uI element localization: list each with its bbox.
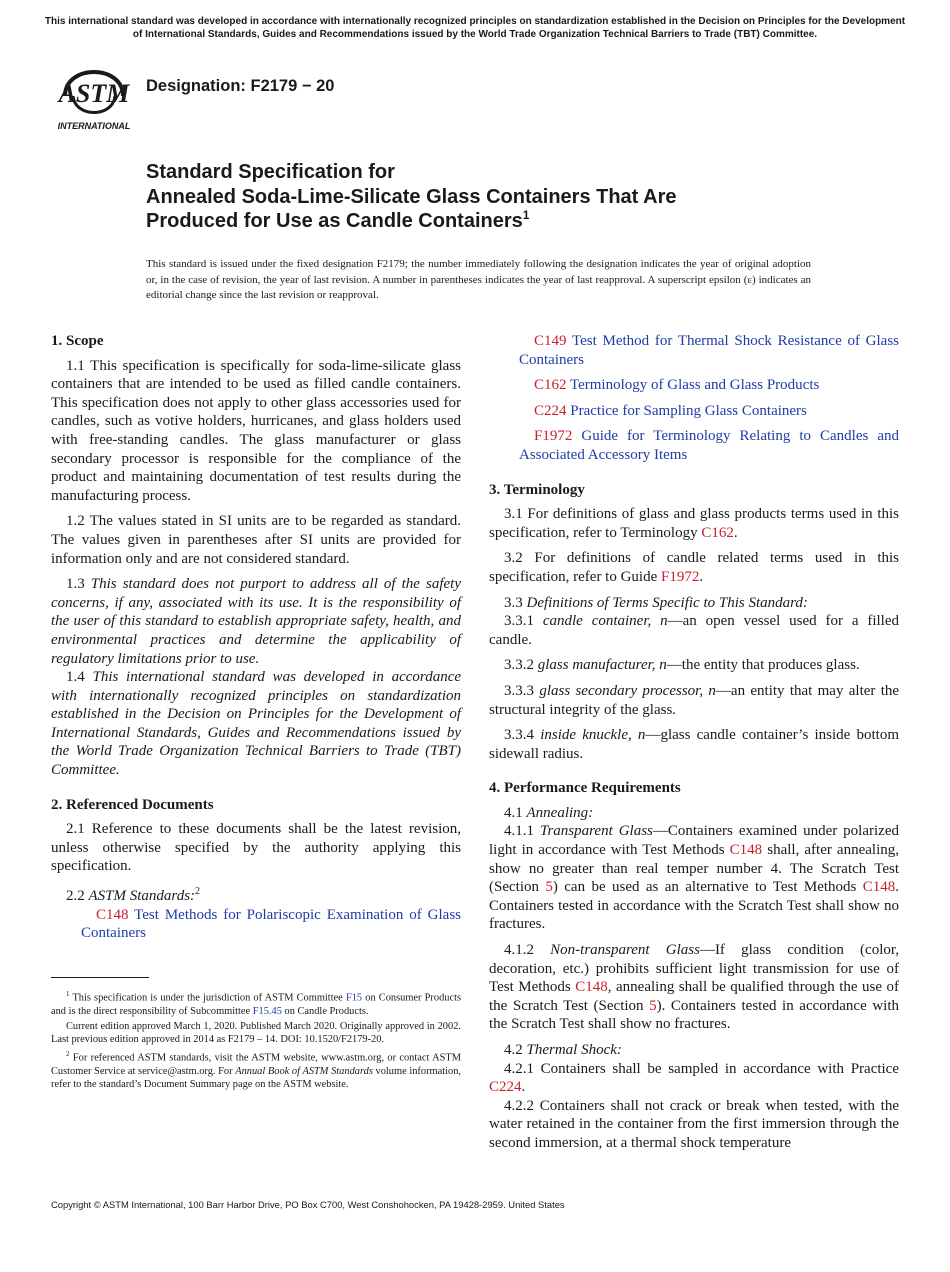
section-referenced-heading: 2. Referenced Documents: [51, 796, 214, 813]
scope-1-2: 1.2 The values stated in SI units are to be regarded as standard. The values given in parentheses after SI units are provided for information only and are not considered standard.: [51, 513, 461, 567]
footnotes: [51, 988, 461, 1093]
title-line-3: Produced for Use as Candle Containers: [146, 210, 523, 232]
definition-3-3-1: 3.3.1 candle container, n—an open vessel used for a filled candle.: [489, 613, 900, 648]
performance-4-2-1: 4.2.1 Containers shall be sampled in accordance with Practice C224.: [489, 1060, 899, 1096]
performance-4-1: 4.1 Annealing:: [504, 804, 594, 821]
definition-3-3-3: 3.3.3 glass secondary processor, n—an entity that may alter the structural integrity of the glass.: [489, 682, 900, 718]
footnote-edition: Current edition approved March 1, 2020. Published March 2020. Originally approved in 2002. Last previous edition approved in 2014 as F2179 – 14. DOI: 10.1520/F2179-20.: [51, 1020, 461, 1046]
title-footnote-mark[interactable]: 1: [522, 208, 530, 222]
scope-1-1: 1.1 This specification is specifically for soda-lime-silicate glass containers that are intended to be used as filled candle containers. This specification does not apply to other glass accessories used for candles, such as votive holders, hurricanes, and glass holders used with free-standing candles. The glass manufacturer or glass secondary processor is responsible for the compliance of the product and maintaining documentation of test results during the manufacturing process.: [51, 357, 461, 504]
referenced-2-2: 2.2 ASTM Standards:$^2$: [66, 886, 201, 905]
standards-notice: This international standard was developed in accordance with internationally recognized principles on standardization established in the Decision on Principles for the Development of International Standards, Guides and Recommendations issued by the World Trade Organization Technical Barriers to Trade (TBT) Committee.: [44, 16, 906, 40]
designation: Designation: F2179 − 20: [146, 77, 335, 95]
definition-3-3-4: 3.3.4 inside knuckle, n—glass candle container’s inside bottom sidewall radius.: [489, 727, 899, 762]
reference-c149[interactable]: C149 Test Method for Thermal Shock Resistance of Glass Containers: [519, 333, 899, 368]
performance-4-2: 4.2 Thermal Shock:: [504, 1042, 622, 1058]
copyright: Copyright © ASTM International, 100 Barr Harbor Drive, PO Box C700, West Conshohocken, PA 19428-2959. United States: [51, 1199, 565, 1210]
reference-c162[interactable]: C162 Terminology of Glass and Glass Products: [534, 377, 820, 394]
performance-4-1-2: 4.1.2 Non-transparent Glass—If glass condition (color, decoration, etc.) prohibits sufficient light transmission for use of Test Methods C148, annealing shall be qualified through the use of the Scratch Test (Section 5). Containers tested in accordance with the Scratch Test shall show no fractures.: [489, 942, 900, 1033]
link-c148[interactable]: C148: [729, 842, 763, 859]
title-line-1: Standard Specification for: [146, 161, 395, 183]
footnote-2: $^2$ For referenced ASTM standards, visit the ASTM website, www.astm.org, or contact ASTM Customer Service at service@astm.org. For Annual Book of ASTM Standards volume information, refer to the standard’s Document Summary page on the ASTM website.: [51, 1050, 461, 1091]
link-section-5[interactable]: 5: [545, 879, 553, 896]
link-f15[interactable]: F15: [345, 992, 363, 1004]
left-column: [51, 332, 461, 950]
scope-1-3: 1.3 This standard does not purport to address all of the safety concerns, if any, associated with its use. It is the responsibility of the user of this standard to establish appropriate safety, health, and environmental practices and determine the applicability of regulatory limitations prior to use.: [51, 576, 461, 667]
link-f15-45[interactable]: F15.45: [252, 1005, 282, 1017]
reference-c148[interactable]: C148 Test Methods for Polariscopic Examination of Glass Containers: [81, 906, 461, 942]
footnote-1: $^1$ This specification is under the jurisdiction of ASTM Committee F15 on Consumer Products and is the direct responsibility of Subcommittee F15.45 on Candle Products.: [51, 990, 462, 1017]
reference-c224[interactable]: C224 Practice for Sampling Glass Containers: [534, 402, 807, 419]
document-title: [146, 160, 866, 234]
reference-f1972[interactable]: F1972 Guide for Terminology Relating to Candles and Associated Accessory Items: [519, 428, 900, 463]
issue-note: This standard is issued under the fixed designation F2179; the number immediately following the designation indicates the year of original adoption or, in the case of revision, the year of last revision. A number in parentheses indicates the year of last reapproval. A superscript epsilon (ε) indicates an editorial change since the last revision or reapproval.: [146, 258, 811, 301]
performance-4-2-2: 4.2.2 Containers shall not crack or break when tested, with the water retained in the container from the first immersion through the second immersion, at a thermal shock temperature: [489, 1097, 899, 1151]
link-f1972[interactable]: F1972: [661, 568, 700, 585]
referenced-2-1: 2.1 Reference to these documents shall be the latest revision, unless otherwise specified by the authority applying this specification.: [51, 821, 461, 875]
link-c162[interactable]: C162: [701, 524, 734, 541]
section-performance-heading: 4. Performance Requirements: [489, 780, 681, 797]
link-section-5[interactable]: 5: [649, 997, 657, 1014]
section-scope-heading: 1. Scope: [51, 333, 104, 349]
terminology-3-2: 3.2 For definitions of candle related terms used in this specification, refer to Guide F1972.: [489, 550, 899, 585]
title-line-2: Annealed Soda-Lime-Silicate Glass Containers That Are: [146, 185, 677, 208]
terminology-3-1: 3.1 For definitions of glass and glass products terms used in this specification, refer to Terminology C162.: [489, 506, 899, 541]
link-c148[interactable]: C148: [862, 879, 896, 896]
performance-4-1-1: 4.1.1 Transparent Glass—Containers examined under polarized light in accordance with Test Methods C148 shall, after annealing, show no greater than real temper number 4. The Scratch Test (Section 5) can be used as an alternative to Test Methods C148. Containers tested in accordance with the Scratch Test shall show no fractures.: [489, 823, 900, 933]
astm-logo: [53, 56, 135, 132]
footnote-rule: [51, 977, 149, 978]
logo-wordmark: ASTM: [58, 79, 130, 108]
section-terminology-heading: 3. Terminology: [489, 481, 585, 498]
logo-subtext: INTERNATIONAL: [57, 121, 131, 131]
scope-1-4: 1.4 This international standard was developed in accordance with internationally recognized principles on standardization established in the Decision on Principles for the Development of International Standards, Guides and Recommendations issued by the World Trade Organization Technical Barriers to Trade (TBT) Committee.: [51, 669, 462, 779]
definition-3-3-2: 3.3.2 glass manufacturer, n—the entity that produces glass.: [504, 657, 860, 674]
link-c148[interactable]: C148: [575, 979, 608, 996]
terminology-3-3: 3.3 Definitions of Terms Specific to This Standard:: [504, 594, 808, 611]
right-column: [489, 332, 899, 1153]
link-c224[interactable]: C224: [489, 1079, 522, 1096]
